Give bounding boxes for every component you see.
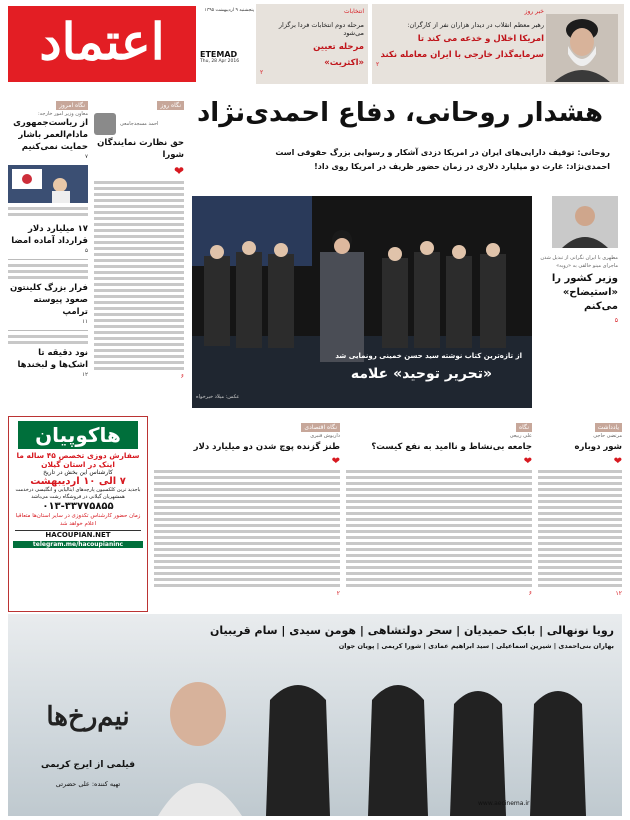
teaser-tag: انتخابات [344, 8, 364, 15]
main-headline[interactable]: هشدار روحانی، دفاع احمدی‌نژاد [196, 98, 604, 128]
column-headline[interactable]: شور دوباره [574, 442, 622, 452]
column-body [154, 470, 340, 587]
page-number: ۱۲ [615, 590, 622, 597]
film-producer: تهیه کننده: علی حضرتی [55, 780, 121, 788]
ad-cast-secondary: بهاران بنی‌احمدی | شیرین اسماعیلی | سید ابراهیم عمادی | شورا کریمی | پویان جوان [338, 642, 614, 650]
photo-caption: از تازه‌ترین کتاب نوشته سید حسن خمینی رونمایی شد [335, 352, 522, 360]
story-headline[interactable]: از ریاست‌جمهوری مادام‌العمر باشار حمایت نمی‌کنیم [13, 118, 88, 152]
editorial-headline[interactable]: حق نظارت نمایندگان شورا [97, 138, 184, 160]
page-number: ۲ [376, 61, 380, 68]
ad-cast-main: رویا نونهالی | بابک حمیدیان | سحر دولتشاهی | هومن سیدی | سام قریبیان [210, 624, 614, 637]
hacoupian-ad[interactable] [8, 416, 148, 612]
section-tag: نگاه اقتصادی [301, 423, 340, 432]
teaser-headline-1: امریکا اخلال و خدعه می کند تا [417, 34, 544, 44]
newspaper-logo[interactable] [8, 6, 196, 82]
paper-name: ETEMAD [200, 50, 238, 59]
leader-photo [546, 14, 618, 82]
page-number: ۲ [336, 590, 340, 597]
date-persian: پنجشنبه ۹ اردیبهشت ۱۳۹۵ [204, 8, 254, 13]
story-headline[interactable]: نود دقیقه تا اشک‌ها و لبخندها [17, 348, 88, 370]
ad-line: کارشناس این بخش در تاریخ [43, 469, 113, 476]
column-headline[interactable]: جامعه بی‌نشاط و ناامید به نفع کیست؟ [371, 442, 532, 452]
masthead [0, 0, 630, 88]
left-column [8, 92, 88, 404]
story-headline[interactable]: ۱۷ میلیارد دلار قرارداد آماده امضا [11, 224, 88, 246]
story-body [8, 207, 88, 223]
ad-brand: هاکوپیان [18, 421, 138, 449]
ad-poster-faces [158, 660, 618, 816]
section-tag: نگاه امروز [56, 101, 88, 110]
story-body [8, 264, 88, 279]
teaser-tag: خبر روز [524, 8, 544, 15]
editorial-column [94, 92, 184, 404]
heart-icon: ❤ [613, 456, 622, 467]
column-headline[interactable]: طنز گزنده پوچ شدن دو میلیارد دلار [193, 442, 340, 452]
sub-headline: احمدی‌نژاد: غارت دو میلیارد دلاری در زمان حضور ظریف در امریکا روی داد! [314, 162, 610, 171]
page-number: ۵ [614, 317, 618, 324]
section-tag: یادداشت [595, 423, 622, 432]
author-name: علی ربیعی [509, 433, 532, 439]
column-body [346, 470, 532, 587]
date-latin: Thu, 28 Apr 2016 [200, 59, 240, 64]
ad-line: زمان حضور کارشناس تکدوزی در سایر استان‌ها متعاقبا اعلام خواهد شد [15, 513, 141, 527]
page-number: ۶ [180, 373, 184, 380]
author-name: داریوش قنبری [310, 433, 340, 439]
page-number: ۲ [260, 69, 264, 76]
film-title: نیم‌رخ‌ها [46, 702, 130, 732]
story-kicker: مطهری با ایران نگرانی از تبدیل شدن ماجرای مینو خالقی به «رویه» [540, 255, 618, 269]
heart-icon: ❤ [173, 164, 184, 178]
story-page: ۱۱ [82, 319, 88, 325]
teaser-headline-2: سرمایه‌گذار خارجی با ایران معامله نکند [380, 50, 544, 60]
story-headline[interactable]: وزیر کشور را «استیضاح» می‌کنم [551, 273, 618, 312]
column-body [538, 470, 622, 587]
teaser-headline-1: مرحله تعیین [313, 42, 364, 52]
photo-caption-title: «تحریر توحید» علامه [350, 366, 492, 382]
mp-photo [552, 196, 618, 248]
editorial-body [94, 181, 184, 370]
column-left [154, 414, 340, 610]
logo-text: اعتماد [39, 12, 165, 71]
teaser-kicker: مرحله دوم انتخابات فردا برگزار می‌شود [278, 21, 364, 37]
ad-line: اینک در استان گیلان [41, 460, 115, 469]
ad-line: باجدید ترین کلکسیون پارچه‌های ایتالیایی و انگلیسی درخدمت همشهریان گیلانی در فروشگاه رشت می‌باشد [15, 487, 141, 500]
ad-dates: ۷ الی ۱۰ اردیبهشت [30, 476, 126, 487]
film-ad[interactable] [8, 614, 622, 816]
teaser-elections[interactable] [256, 4, 368, 84]
ad-line: سفارش دوزی تخصص ۴۵ ساله ما [16, 451, 140, 460]
column-right [538, 414, 622, 610]
ad-phone: ۰۱۳-۳۳۷۷۵۸۵۵ [42, 501, 114, 512]
story-body [8, 335, 88, 344]
heart-icon: ❤ [331, 456, 340, 467]
ad-website[interactable]: www.aecinema.ir [478, 800, 530, 807]
author-name: احمد مسجدجامعی [120, 121, 159, 127]
heart-icon: ❤ [523, 456, 532, 467]
story-headline[interactable]: فرار بزرگ کلینتون صعود پیوسته ترامپ [9, 283, 88, 317]
ad-web[interactable]: HACOUPIAN.NET [15, 530, 141, 539]
story-page: ۷ [85, 154, 88, 160]
ad-telegram[interactable]: telegram.me/hacoupianinc [13, 541, 143, 548]
section-tag: نگاه [516, 423, 532, 432]
main-photo[interactable] [192, 196, 532, 408]
author-name: مرتضی حاجی [593, 433, 622, 439]
photo-credit: عکس: میلاد خیرخواه [196, 394, 240, 400]
author-avatar [94, 113, 116, 135]
teaser-kicker: رهبر معظم انقلاب در دیدار هزاران نفر از کارگران: [407, 21, 544, 29]
story-page: ۵ [85, 248, 88, 254]
story-page: ۱۲ [82, 372, 88, 378]
sub-headline: روحانی: توقیف دارایی‌های ایران در امریکا دزدی آشکار و رسوایی بزرگ حقوقی است [275, 148, 610, 157]
right-side-story [538, 196, 618, 396]
teaser-headline-2: «اکثریت» [324, 58, 364, 68]
story-kicker: معاون وزیر امور خارجه: [38, 111, 88, 117]
film-director: فیلمی از ایرج کریمی [41, 760, 135, 770]
issue-info [200, 6, 254, 82]
column-center [346, 414, 532, 610]
page-number: ۶ [528, 590, 532, 597]
section-tag: نگاه روز [157, 101, 184, 110]
flag-photo [8, 165, 88, 203]
